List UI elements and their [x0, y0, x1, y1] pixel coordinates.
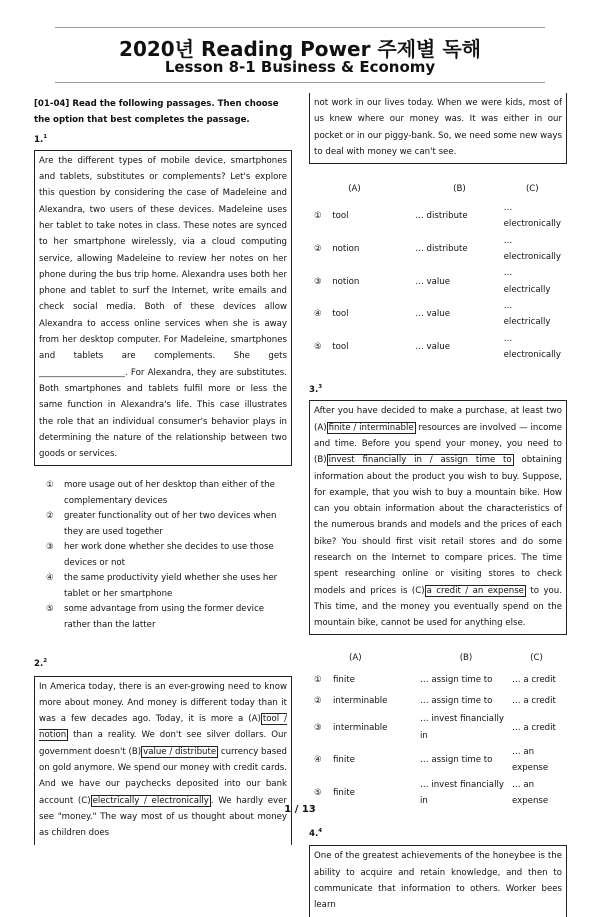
option-c: [504, 233, 561, 266]
q1-number: [34, 129, 292, 148]
q3-option-c-box: a credit / an expense: [426, 585, 524, 596]
option-b-text: distribute: [426, 243, 468, 254]
q1-blank: ____________________: [39, 367, 125, 378]
option-b-text: distribute: [426, 211, 468, 222]
ellipsis: …: [503, 300, 513, 311]
q1-number-label: 1.: [34, 134, 44, 145]
option-a: finite: [333, 674, 355, 685]
q1-footnote: 1: [43, 133, 48, 140]
header-b: (B): [459, 653, 473, 664]
q2-passage-text: . We hardly ever see "money." The way most of us thought about money as children does: [39, 795, 287, 839]
ellipsis: …: [512, 695, 521, 706]
option-c: [512, 744, 561, 777]
option-b: [420, 744, 512, 777]
option-row: [309, 744, 561, 777]
header-top-rule: [55, 27, 545, 28]
option-row: [309, 331, 561, 364]
q1-choice: [34, 540, 292, 571]
option-b-text: invest financially in: [420, 714, 504, 741]
choice-text: greater functionality out of her two devices when they are used together: [64, 511, 277, 537]
document-title: 2020년 Reading Power 주제별 독해: [119, 37, 481, 61]
option-row: [309, 265, 561, 298]
option-c-text: electrically: [503, 317, 551, 328]
header-c: (C): [530, 653, 543, 664]
ellipsis: …: [420, 779, 429, 790]
q4-number-label: 4.: [309, 829, 319, 840]
choice-number: ③: [46, 542, 54, 553]
option-c-text: electrically: [503, 284, 551, 295]
q1-choice: [34, 571, 292, 602]
ellipsis: …: [415, 309, 424, 320]
q2-option-a-box: tool / notion: [39, 714, 287, 741]
option-number: ②: [314, 695, 322, 706]
q1-passage-text: Are the different types of mobile device, smartphones and tablets, substitutes or complements? Let's explore this question by considering the case of Madeleine and Alexandra, two users of these devices. Madeleine uses her tablet to take notes in class. These notes are synced to her smartphone wirelessly, via a cloud computing service, allowing Madeleine to review her notes on her phone during the bus trip home. Alexandra uses both her phone and tablet to surf the Internet, write emails and check social media. Both of these devices allow Alexandra to access online services when she is away from her desktop computer. For Madeleine, smartphones and tablets are complements. She gets: [39, 155, 287, 362]
option-c-text: a credit: [523, 695, 556, 706]
q4-passage-box: One of the greatest achievements of the honeybee is the ability to acquire and retain knowledge, and then to communicate that information to others. Worker bees learn: [309, 845, 567, 916]
header-c: (C): [525, 184, 539, 195]
option-number: ④: [314, 755, 322, 766]
option-b: [415, 233, 503, 266]
ellipsis: …: [415, 276, 424, 287]
ellipsis: …: [415, 243, 424, 254]
q3-number: [309, 379, 567, 398]
option-c: [512, 711, 561, 744]
choice-text: her work done whether she decides to use those devices or not: [64, 542, 274, 568]
option-number: ⑤: [314, 787, 322, 798]
option-c: [504, 298, 561, 331]
q1-choice: [34, 602, 292, 633]
option-b-text: assign time to: [431, 674, 493, 685]
option-b: [420, 690, 512, 711]
q3-passage-text: obtaining information about the product you wish to buy. Suppose, for example, that you wish to buy a mountain bike. How can you obtain information about the characteristics of the numerous brands and models and the prices of each bike? You should first visit retail stores and do some research on the Internet to compare prices. The time spent researching online or visiting stores to check models and prices is (C): [314, 455, 562, 596]
q2-passage-text: than a reality. We don't see silver dollars. Our government doesn't (B): [39, 730, 287, 757]
ellipsis: …: [512, 779, 521, 790]
q3-option-a-box: finite / interminable: [328, 422, 414, 433]
q2-option-b-box: value / distribute: [143, 746, 217, 757]
ellipsis: …: [512, 722, 521, 733]
choice-text: some advantage from using the former device rather than the latter: [64, 604, 265, 630]
q2-options-table: [309, 178, 561, 363]
option-c-text: electronically: [503, 349, 561, 360]
ellipsis: …: [420, 755, 429, 766]
option-b-text: value: [426, 309, 450, 320]
option-b: [420, 669, 512, 690]
option-number: ①: [314, 674, 322, 685]
choice-text: the same productivity yield whether she uses her tablet or her smartphone: [64, 573, 278, 599]
choice-number: ⑤: [46, 604, 54, 615]
choice-number: ②: [46, 511, 54, 522]
q3-number-label: 3.: [309, 385, 319, 396]
option-a: finite: [333, 787, 355, 798]
option-b: [420, 711, 512, 744]
option-c-text: a credit: [523, 674, 556, 685]
option-number: ③: [314, 722, 322, 733]
instruction-text: [01-04] Read the following passages. Then choose the option that best completes the passage.: [34, 99, 279, 126]
ellipsis: …: [503, 235, 513, 246]
option-number: ④: [314, 309, 322, 320]
option-row: [309, 233, 561, 266]
option-b-text: assign time to: [431, 755, 493, 766]
options-header-row: [309, 647, 561, 669]
header-spacer: [309, 647, 333, 669]
q2-option-c-box: electrically / electronically: [92, 795, 209, 806]
ellipsis: …: [420, 674, 429, 685]
option-b: [415, 265, 503, 298]
q2-number-label: 2.: [34, 659, 44, 670]
option-a: tool: [332, 341, 349, 352]
option-number: ②: [314, 243, 322, 254]
ellipsis: …: [415, 341, 424, 352]
option-c: [504, 200, 561, 233]
ellipsis: …: [512, 674, 521, 685]
ellipsis: …: [420, 695, 429, 706]
q1-passage-box: [34, 150, 292, 467]
option-row: [309, 669, 561, 690]
options-header-row: [309, 178, 561, 200]
option-c: [512, 690, 561, 711]
q1-passage-text-cont: . For Alexandra, they are substitutes. Both smartphones and tablets fulfil more or less the same function in Alexandra's life. This case illustrates the role that an individual consumer's behavior plays in determining the nature of the relationship between two goods or services.: [39, 367, 287, 460]
option-a: interminable: [333, 722, 388, 733]
choice-number: ④: [46, 573, 54, 584]
q2-passage-continued: not work in our lives today. When we were kids, most of us knew where our money was. It was either in our pocket or in our piggy-bank. So, we need some new ways to deal with money we can't see.: [309, 93, 567, 164]
option-c-text: an expense: [512, 779, 549, 806]
header-bottom-rule: [55, 82, 545, 83]
option-b-text: value: [426, 276, 450, 287]
option-a: interminable: [333, 695, 388, 706]
right-column: [309, 93, 567, 917]
q3-option-b-box: invest financially in / assign time to: [328, 455, 512, 466]
q2-passage-text: In America today, there is an ever-growing need to know more about money. And money is different today than it was a few decades ago. Today, it is more a (A): [39, 681, 287, 725]
page-number: 1 / 13: [284, 804, 316, 815]
option-b-text: value: [426, 341, 450, 352]
option-row: [309, 200, 561, 233]
header-spacer: [309, 178, 332, 200]
option-b: [415, 331, 503, 364]
q3-passage-box: [309, 400, 567, 635]
option-c-text: electronically: [503, 219, 561, 230]
header-a: (A): [348, 184, 361, 195]
ellipsis: …: [503, 203, 513, 214]
q2-passage-text: currency based on gold anymore. We spend our money with credit cards. And we have our paychecks deposited into our bank account (C): [39, 746, 287, 806]
option-b-text: invest financially in: [420, 779, 504, 806]
option-number: ③: [314, 276, 322, 287]
option-c: [504, 331, 561, 364]
option-number: ①: [314, 211, 322, 222]
option-a: finite: [333, 755, 355, 766]
option-a: tool: [332, 211, 349, 222]
q4-footnote: 4: [318, 828, 323, 835]
ellipsis: …: [503, 333, 513, 344]
q3-passage-text: resources are involved — income and time. Before you spend your money, you need to (B): [314, 422, 562, 466]
option-c-text: an expense: [512, 747, 549, 774]
option-b-text: assign time to: [431, 695, 493, 706]
choice-number: ①: [46, 480, 54, 491]
option-c-text: electronically: [503, 252, 561, 263]
option-a: notion: [332, 243, 360, 254]
q2-passage-box: [34, 676, 292, 845]
option-a: tool: [332, 309, 349, 320]
option-row: [309, 298, 561, 331]
q4-number: [309, 823, 567, 842]
option-c: [512, 669, 561, 690]
option-b: [415, 200, 503, 233]
q3-passage-text: to you. This time, and the money you eventually spend on the mountain bike, cannot be used for anything else.: [314, 585, 562, 629]
option-c: [504, 265, 561, 298]
q3-passage-text: After you have decided to make a purchase, at least two (A): [314, 406, 562, 433]
q1-choices: [34, 478, 292, 633]
option-row: [309, 711, 561, 744]
header-a: (A): [349, 653, 362, 664]
q1-choice: [34, 478, 292, 509]
option-a: notion: [332, 276, 360, 287]
ellipsis: …: [512, 747, 521, 758]
ellipsis: …: [415, 211, 424, 222]
q3-options-table: [309, 647, 561, 809]
lesson-subtitle: Lesson 8-1 Business & Economy: [164, 58, 436, 76]
ellipsis: …: [420, 714, 429, 725]
q2-footnote: 2: [43, 658, 48, 665]
ellipsis: …: [503, 268, 513, 279]
header-b: (B): [453, 184, 466, 195]
option-number: ⑤: [314, 341, 322, 352]
choice-text: more usage out of her desktop than either of the complementary devices: [64, 480, 275, 506]
q3-footnote: 3: [318, 384, 323, 391]
left-column: [34, 96, 292, 845]
q2-number: [34, 653, 292, 672]
q1-choice: [34, 509, 292, 540]
option-row: [309, 690, 561, 711]
option-b: [415, 298, 503, 331]
option-c-text: a credit: [523, 722, 556, 733]
